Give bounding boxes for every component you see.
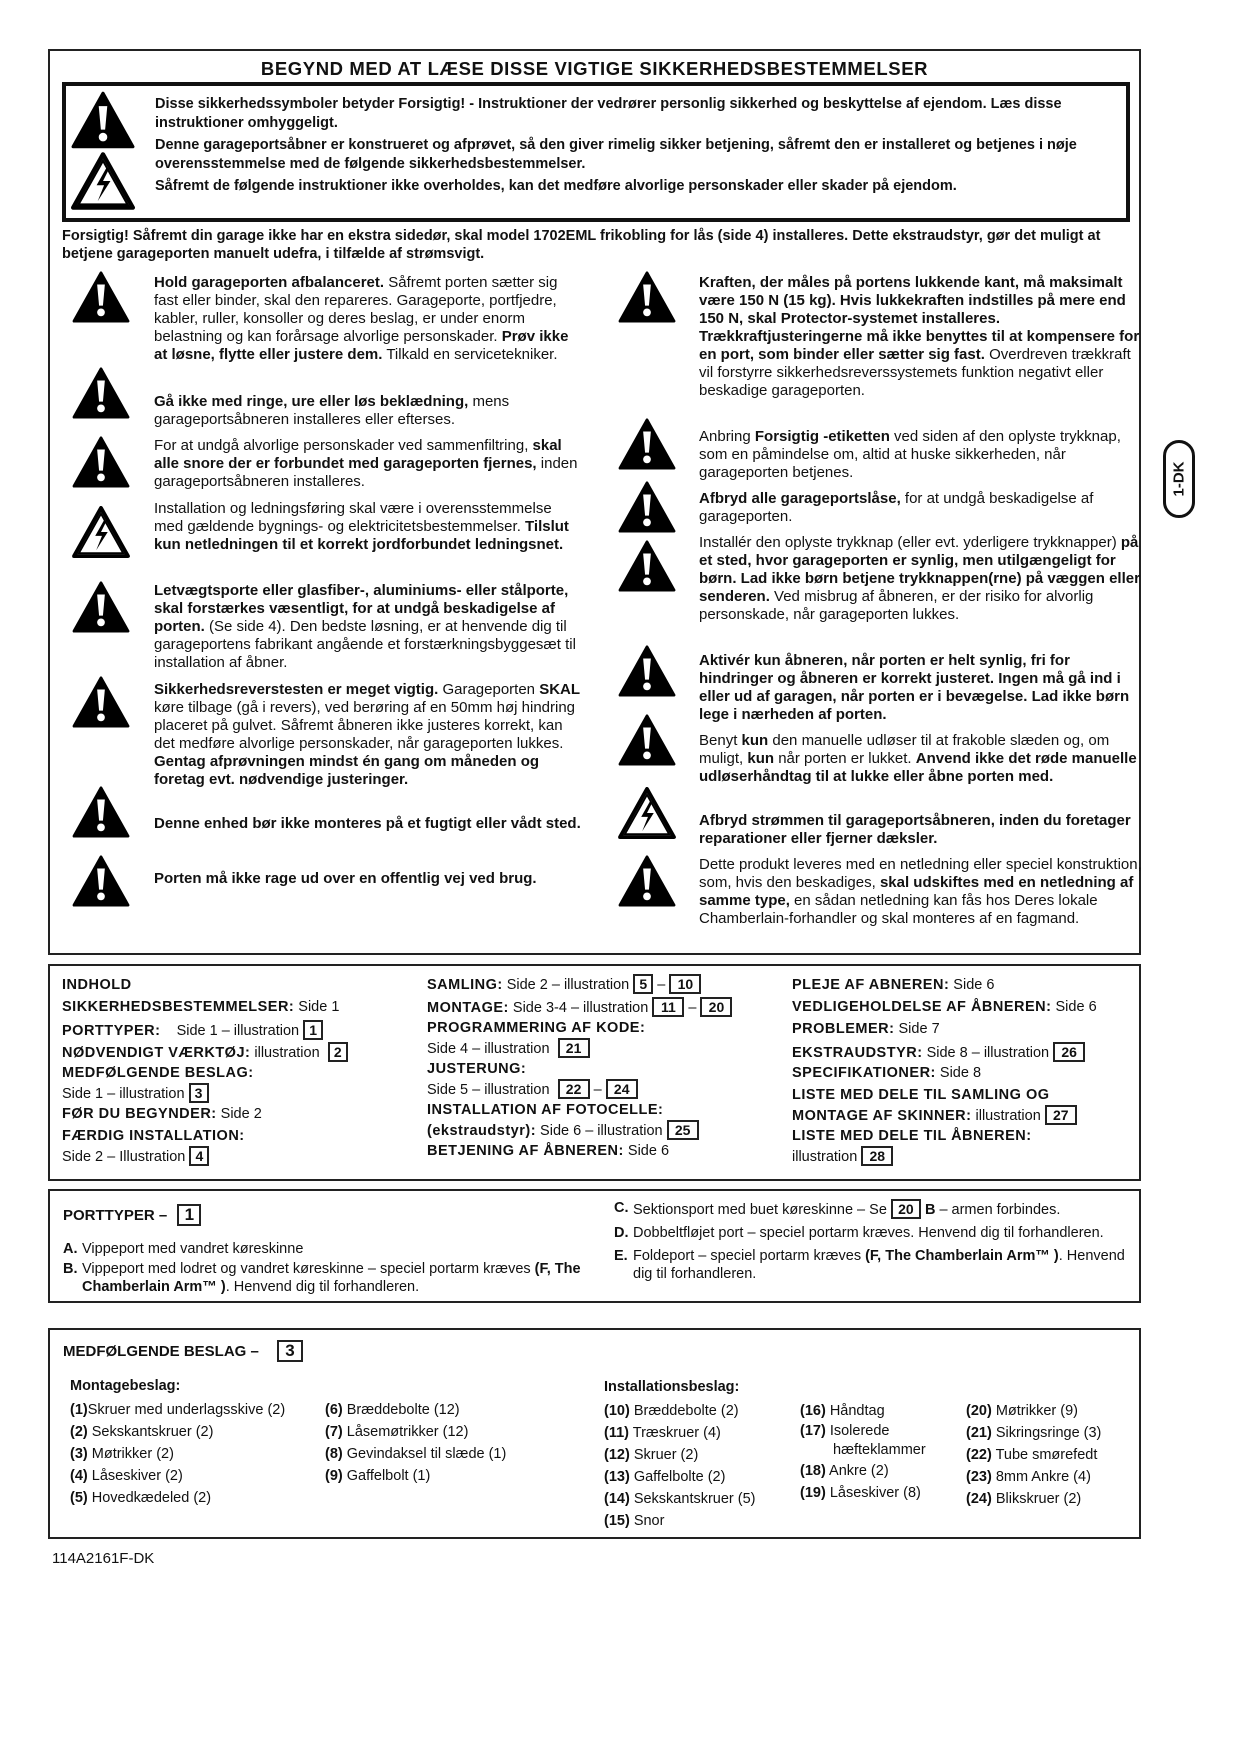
item-number: (14) bbox=[604, 1491, 630, 1507]
porttyper-text: Dobbeltfløjet port – speciel portarm kræves. Henvend dig til forhandleren. bbox=[633, 1225, 1104, 1241]
toc-entry bbox=[427, 1079, 787, 1101]
list-item bbox=[604, 1422, 794, 1444]
toc-entry bbox=[792, 1042, 1137, 1064]
item-number: (15) bbox=[604, 1513, 630, 1529]
toc-heading: MEDFØLGENDE BESLAG: bbox=[62, 1065, 254, 1081]
electric-shock-icon bbox=[71, 152, 135, 210]
item-text: Møtrikker (9) bbox=[991, 1403, 1078, 1419]
porttyper-text: Vippeport med vandret køreskinne bbox=[82, 1241, 304, 1257]
safety-item-text: For at undgå alvorlige personskader ved sammenfiltring, bbox=[154, 437, 533, 454]
illustration-number: 25 bbox=[667, 1120, 699, 1140]
toc-entry bbox=[62, 1042, 397, 1064]
symbols-text-p3: Såfremt de følgende instruktioner ikke overholdes, kan det medføre alvorlige personskader eller skader på ejendom. bbox=[155, 178, 957, 194]
safety-item-text: Benyt bbox=[699, 732, 742, 749]
install-list-1 bbox=[604, 1400, 794, 1532]
safety-item-bold: Prøv ikke at løsne, flytte eller justere dem. bbox=[154, 328, 569, 363]
illustration-number: 26 bbox=[1053, 1042, 1085, 1062]
safety-item bbox=[154, 274, 584, 364]
safety-item-text: Tilkald en servicetekniker. bbox=[382, 346, 558, 363]
warning-icon bbox=[72, 676, 130, 728]
list-item bbox=[966, 1444, 1136, 1466]
safety-item-bold: Denne enhed bør ikke monteres på et fugtigt eller vådt sted. bbox=[154, 815, 581, 832]
montage-list-2 bbox=[325, 1399, 585, 1487]
item-text: 8mm Ankre (4) bbox=[991, 1469, 1091, 1485]
porttyper-item bbox=[63, 1260, 583, 1296]
illustration-number: 1 bbox=[303, 1020, 323, 1040]
item-number: (17) bbox=[800, 1423, 826, 1439]
safety-item-text: ved siden af den oplyste trykknap, som en påmindelse om, altid at huske sikkerheden, når garageporten betjenes. bbox=[699, 428, 1121, 481]
toc-page: Side 1 – illustration bbox=[160, 1023, 304, 1039]
toc-entry bbox=[792, 1020, 1137, 1042]
illustration-number: 11 bbox=[652, 997, 684, 1017]
toc-heading: BETJENING AF ÅBNEREN: bbox=[427, 1143, 624, 1159]
toc-heading: EKSTRAUDSTYR: bbox=[792, 1045, 923, 1061]
item-text: Hovedkædeled (2) bbox=[87, 1490, 212, 1506]
toc-entry bbox=[62, 1146, 397, 1168]
toc-entry bbox=[792, 976, 1137, 998]
warning-icon bbox=[618, 714, 676, 766]
safety-item bbox=[699, 428, 1144, 482]
warning-icon bbox=[72, 436, 130, 488]
safety-item-bold: Porten må ikke rage ud over en offentlig vej ved brug. bbox=[154, 870, 537, 887]
illustration-number: 5 bbox=[633, 974, 653, 994]
item-text: Skruer (2) bbox=[629, 1447, 699, 1463]
illustration-number: 20 bbox=[700, 997, 732, 1017]
safety-item-text: for at undgå beskadigelse af garageporten. bbox=[699, 490, 1094, 525]
toc-heading: SIKKERHEDSBESTEMMELSER: bbox=[62, 999, 295, 1015]
toc-entry bbox=[62, 1064, 397, 1083]
toc-entry bbox=[427, 1038, 787, 1060]
safety-item-text: Garageporten bbox=[438, 681, 540, 698]
toc-separator: – bbox=[684, 1000, 701, 1016]
toc-page: Side 5 – illustration bbox=[427, 1082, 558, 1098]
toc-entry bbox=[792, 1127, 1137, 1146]
beslag-title bbox=[63, 1340, 303, 1362]
list-item bbox=[604, 1510, 794, 1532]
porttyper-text: . Henvend dig til forhandleren. bbox=[225, 1279, 420, 1295]
safety-item-bold: SKAL bbox=[539, 681, 581, 698]
safety-item bbox=[699, 274, 1144, 400]
porttyper-text: Sektionsport med buet køreskinne – Se bbox=[633, 1202, 891, 1218]
safety-item-bold: Afbryd alle garageportslåse, bbox=[699, 490, 901, 507]
item-text: Håndtag bbox=[825, 1403, 885, 1419]
warning-icon bbox=[618, 271, 676, 323]
toc-heading: FØR DU BEGYNDER: bbox=[62, 1106, 217, 1122]
item-number: (6) bbox=[325, 1402, 343, 1418]
install-list-3 bbox=[966, 1400, 1136, 1510]
toc-entry bbox=[792, 1064, 1137, 1086]
list-item bbox=[70, 1443, 320, 1465]
illustration-number: 3 bbox=[189, 1083, 209, 1103]
list-item bbox=[966, 1422, 1136, 1444]
document-code: 114A2161F-DK bbox=[52, 1550, 155, 1567]
item-text: Gaffelbolte (2) bbox=[629, 1469, 726, 1485]
installationsbeslag-heading: Installationsbeslag: bbox=[604, 1379, 740, 1395]
item-text: Blikskruer (2) bbox=[991, 1491, 1082, 1507]
safety-item-bold: Aktivér kun åbneren, når porten er helt synlig, fri for hindringer og åbneren er korrekt justeret. Ingen må gå ind i eller ud af garagen, når porten er i bevægelse. Lad ikke børn lege i nærheden af porten. bbox=[699, 652, 1130, 723]
list-item bbox=[325, 1399, 585, 1421]
install-list-2 bbox=[800, 1400, 950, 1504]
safety-item bbox=[699, 812, 1144, 848]
safety-item bbox=[699, 490, 1144, 526]
toc-heading: (ekstraudstyr): bbox=[427, 1123, 537, 1139]
porttyper-item bbox=[614, 1247, 1134, 1283]
warning-icon bbox=[72, 581, 130, 633]
safety-item-bold: Tilslut kun netledningen til et korrekt jordforbundet ledningsnet. bbox=[154, 518, 569, 553]
list-item bbox=[325, 1443, 585, 1465]
toc-heading: INSTALLATION AF FOTOCELLE: bbox=[427, 1102, 664, 1118]
item-number: (7) bbox=[325, 1424, 343, 1440]
toc-page: Side 2 – illustration bbox=[502, 977, 634, 993]
porttyper-key: C. bbox=[614, 1200, 629, 1216]
item-number: (11) bbox=[604, 1425, 629, 1441]
porttyper-item bbox=[614, 1199, 1134, 1219]
safety-item bbox=[154, 815, 584, 833]
item-number: (2) bbox=[70, 1424, 88, 1440]
toc-entry bbox=[62, 1105, 397, 1127]
porttyper-title bbox=[63, 1204, 201, 1226]
porttyper-key: D. bbox=[614, 1225, 629, 1241]
item-text: Låseskiver (2) bbox=[87, 1468, 183, 1484]
safety-item-bold: på et sted, hvor garageporten er synlig, men utilgængeligt for børn. Lad ikke børn betjene trykknappen(rne) på væggen eller senderen. bbox=[699, 534, 1140, 605]
safety-item-text: når porten er lukket. bbox=[774, 750, 916, 767]
item-text: Låsemøtrikker (12) bbox=[342, 1424, 469, 1440]
toc-entry bbox=[792, 998, 1137, 1020]
toc-page: Side 2 bbox=[216, 1106, 262, 1122]
item-text: Bræddebolte (2) bbox=[629, 1403, 739, 1419]
item-number: (10) bbox=[604, 1403, 630, 1419]
toc-entry bbox=[427, 974, 787, 997]
item-text: Gaffelbolt (1) bbox=[342, 1468, 431, 1484]
safety-item bbox=[154, 393, 584, 429]
toc-page: Side 8 bbox=[935, 1065, 982, 1081]
porttyper-item bbox=[614, 1224, 1134, 1242]
porttyper-left bbox=[63, 1240, 583, 1296]
list-item bbox=[966, 1488, 1136, 1510]
safety-item bbox=[154, 582, 584, 672]
list-item bbox=[70, 1399, 320, 1421]
toc-heading: PLEJE AF ABNEREN: bbox=[792, 977, 950, 993]
list-item bbox=[604, 1488, 794, 1510]
page-title: BEGYND MED AT LÆSE DISSE VIGTIGE SIKKERHEDSBESTEMMELSER bbox=[260, 58, 929, 79]
item-text: hæfteklammer bbox=[833, 1442, 926, 1458]
list-item bbox=[966, 1466, 1136, 1488]
safety-item-bold: Gentag afprøvningen mindst én gang om måneden og foretag evt. nødvendige justeringer. bbox=[154, 753, 540, 788]
toc-column-2 bbox=[427, 974, 787, 1164]
toc-heading: INDHOLD bbox=[62, 977, 132, 993]
safety-item bbox=[699, 534, 1144, 624]
toc-entry bbox=[792, 1086, 1137, 1105]
illustration-number: 22 bbox=[558, 1079, 590, 1099]
toc-entry bbox=[427, 1019, 787, 1038]
porttyper-text: – armen forbindes. bbox=[935, 1202, 1061, 1218]
safety-item-bold: Hold garageporten afbalanceret. bbox=[154, 274, 385, 291]
list-item bbox=[604, 1444, 794, 1466]
item-number: (21) bbox=[966, 1425, 992, 1441]
item-number: (16) bbox=[800, 1403, 826, 1419]
toc-page: Side 6 bbox=[623, 1143, 670, 1159]
toc-page: Side 8 – illustration bbox=[922, 1045, 1054, 1061]
warning-icon bbox=[618, 481, 676, 533]
item-number: (18) bbox=[800, 1463, 826, 1479]
porttyper-key: A. bbox=[63, 1241, 78, 1257]
toc-page: illustration bbox=[250, 1045, 328, 1061]
porttyper-item bbox=[63, 1240, 583, 1258]
electric-shock-icon bbox=[72, 506, 130, 558]
electric-shock-icon bbox=[618, 787, 676, 839]
item-number: (3) bbox=[70, 1446, 88, 1462]
item-text: Træskruer (4) bbox=[629, 1425, 721, 1441]
safety-item-bold: Gå ikke med ringe, ure eller løs beklædning, bbox=[154, 393, 469, 410]
item-number: (19) bbox=[800, 1485, 826, 1501]
safety-item-bold: skal udskiftes med en netledning af samme type, bbox=[699, 874, 1134, 909]
safety-item-bold: Anvend ikke det røde manuelle udløserhåndtag til at lukke eller åbne porten med. bbox=[699, 750, 1137, 785]
safety-item bbox=[154, 500, 584, 554]
toc-column-1 bbox=[62, 976, 397, 1168]
toc-heading: SAMLING: bbox=[427, 977, 503, 993]
porttyper-title-text: PORTTYPER – bbox=[63, 1207, 168, 1224]
item-number: (22) bbox=[966, 1447, 992, 1463]
item-number: (1) bbox=[70, 1402, 88, 1418]
porttyper-text: . Henvend dig til forhandleren. bbox=[633, 1248, 1125, 1282]
page-tab-label: 1-DK bbox=[1170, 461, 1188, 497]
item-text: Sikringsringe (3) bbox=[991, 1425, 1102, 1441]
list-item bbox=[966, 1400, 1136, 1422]
porttyper-text: Vippeport med lodret og vandret køreskinne – speciel portarm kræves bbox=[82, 1261, 535, 1277]
illustration-number: 2 bbox=[328, 1042, 348, 1062]
illustration-number: 4 bbox=[189, 1146, 209, 1166]
list-item bbox=[604, 1466, 794, 1488]
toc-page: Side 4 – illustration bbox=[427, 1041, 558, 1057]
item-text: Sekskantskruer (2) bbox=[87, 1424, 214, 1440]
toc-page: Side 2 – Illustration bbox=[62, 1149, 190, 1165]
item-text: Snor bbox=[629, 1513, 665, 1529]
item-text: Bræddebolte (12) bbox=[342, 1402, 460, 1418]
montagebeslag-heading: Montagebeslag: bbox=[70, 1378, 181, 1394]
illustration-number: 1 bbox=[177, 1204, 201, 1226]
symbols-text bbox=[155, 95, 1110, 196]
illustration-number: 27 bbox=[1045, 1105, 1077, 1125]
toc-separator: – bbox=[589, 1082, 606, 1098]
list-item bbox=[604, 1400, 794, 1422]
toc-page: Side 6 – illustration bbox=[536, 1123, 667, 1139]
safety-item-bold: Sikkerhedsreverstesten er meget vigtig. bbox=[154, 681, 439, 698]
toc-heading: FÆRDIG INSTALLATION: bbox=[62, 1128, 245, 1144]
safety-item bbox=[154, 681, 584, 789]
porttyper-key: E. bbox=[614, 1248, 628, 1264]
safety-item-text: inden garageportsåbneren installeres. bbox=[154, 455, 578, 490]
porttyper-key: B. bbox=[63, 1261, 78, 1277]
item-text: Skruer med underlagsskive (2) bbox=[87, 1402, 286, 1418]
safety-item-text: (Se side 4). Den bedste løsning, er at henvende dig til garageportens fabrikant angående et forstærkningsbyggesæt til installation af åbner. bbox=[154, 618, 576, 671]
list-item bbox=[325, 1465, 585, 1487]
toc-entry bbox=[427, 997, 787, 1019]
safety-item-bold: kun bbox=[747, 750, 775, 767]
toc-page: Side 3-4 – illustration bbox=[508, 1000, 653, 1016]
toc-heading: SPECIFIKATIONER: bbox=[792, 1065, 936, 1081]
montage-list-1 bbox=[70, 1399, 320, 1509]
safety-item-text: køre tilbage (gå i revers), ved berøring af en 50mm høj hindring placeret på gulvet. Såfremt åbneren ikke justeres korrekt, kan det medføre alvorlige personskader, når garageporten lukkes. bbox=[154, 699, 576, 752]
item-number: (4) bbox=[70, 1468, 88, 1484]
warning-icon bbox=[618, 418, 676, 470]
item-number: (13) bbox=[604, 1469, 630, 1485]
warning-icon bbox=[618, 645, 676, 697]
item-text: Ankre (2) bbox=[825, 1463, 889, 1479]
list-item bbox=[800, 1482, 950, 1504]
warning-icon bbox=[72, 855, 130, 907]
item-text: Sekskantskruer (5) bbox=[629, 1491, 756, 1507]
toc-heading: JUSTERUNG: bbox=[427, 1061, 527, 1077]
toc-page: Side 7 bbox=[894, 1021, 940, 1037]
warning-icon bbox=[71, 91, 135, 149]
toc-page: Side 6 bbox=[949, 977, 995, 993]
toc-entry bbox=[427, 1142, 787, 1164]
toc-heading: PROBLEMER: bbox=[792, 1021, 895, 1037]
illustration-number: 3 bbox=[277, 1340, 303, 1362]
toc-page: Side 1 bbox=[294, 999, 340, 1015]
toc-entry bbox=[792, 1146, 1137, 1168]
item-text: Tube smørefedt bbox=[991, 1447, 1098, 1463]
list-item bbox=[800, 1460, 950, 1482]
toc-page: illustration bbox=[971, 1108, 1045, 1124]
item-text: Møtrikker (2) bbox=[87, 1446, 174, 1462]
toc-heading: MONTAGE AF SKINNER: bbox=[792, 1108, 972, 1124]
safety-item-text: Installation og ledningsføring skal være i overensstemmelse med gældende bygnings- og elektricitetsbestemmelser. bbox=[154, 500, 552, 535]
porttyper-bold: B bbox=[920, 1202, 936, 1218]
item-number: (5) bbox=[70, 1490, 88, 1506]
toc-heading: LISTE MED DELE TIL SAMLING OG bbox=[792, 1087, 1050, 1103]
safety-item-text: Anbring bbox=[699, 428, 755, 445]
illustration-number: 24 bbox=[606, 1079, 638, 1099]
illustration-number: 10 bbox=[669, 974, 701, 994]
toc-page: Side 6 bbox=[1051, 999, 1097, 1015]
list-item bbox=[800, 1422, 950, 1441]
toc-entry bbox=[62, 1020, 397, 1042]
safety-item bbox=[699, 856, 1144, 928]
list-item bbox=[800, 1400, 950, 1422]
toc-entry bbox=[792, 1105, 1137, 1127]
toc-heading: PORTTYPER: bbox=[62, 1023, 161, 1039]
safety-item bbox=[699, 652, 1144, 724]
symbols-text-p2: Denne garageportsåbner er konstrueret og afprøvet, så den giver rimelig sikker betjening, såfremt den er installeret og betjenes i nøje overensstemmelse med de følgende sikkerhedsbestemmelser. bbox=[155, 137, 1077, 172]
safety-item-text: Ved misbrug af åbneren, er der risiko for alvorlig personskade, når garageporten lukkes. bbox=[699, 588, 1094, 623]
safety-item-bold: Afbryd strømmen til garageportsåbneren, inden du foretager reparationer eller fjerner dæksler. bbox=[699, 812, 1131, 847]
safety-item-bold: Letvægtsporte eller glasfiber-, aluminiums- eller stålporte, skal forstærkes væsentligt, for at undgå beskadigelse af porten. bbox=[154, 582, 569, 635]
safety-item-bold: kun bbox=[741, 732, 769, 749]
item-text: Låseskiver (8) bbox=[825, 1485, 921, 1501]
item-text: Gevindaksel til slæde (1) bbox=[342, 1446, 507, 1462]
toc-heading: LISTE MED DELE TIL ÅBNEREN: bbox=[792, 1128, 1032, 1144]
safety-item-text: Dette produkt leveres med en netledning eller speciel konstruktion, som, hvis den beskadiges, bbox=[699, 856, 1142, 891]
illustration-number: 28 bbox=[861, 1146, 893, 1166]
safety-item-bold: Forsigtig -etiketten bbox=[754, 428, 890, 445]
illustration-number: 20 bbox=[891, 1199, 921, 1219]
warning-icon bbox=[618, 540, 676, 592]
safety-item-text: Installér den oplyste trykknap (eller evt. yderligere trykknapper) bbox=[699, 534, 1121, 551]
beslag-title-text: MEDFØLGENDE BESLAG – bbox=[63, 1343, 259, 1360]
toc-heading: NØDVENDIGT VÆRKTØJ: bbox=[62, 1045, 251, 1061]
item-number: (9) bbox=[325, 1468, 343, 1484]
symbols-text-p1-bold: Disse sikkerhedssymboler betyder Forsigtig! bbox=[155, 96, 466, 112]
toc-page: illustration bbox=[792, 1149, 862, 1165]
safety-item-text: en sådan netledning kan fås hos Deres lokale Chamberlain-forhandler og skal monteres af en fagmand. bbox=[699, 892, 1098, 927]
toc-entry bbox=[427, 1060, 787, 1079]
safety-item bbox=[154, 870, 584, 888]
list-item bbox=[70, 1465, 320, 1487]
page-tab bbox=[1163, 440, 1195, 518]
porttyper-bold: (F, The Chamberlain Arm™ ) bbox=[865, 1248, 1059, 1264]
symbols-text-p1-rest: - Instruktioner der vedrører personlig sikkerhed og beskyttelse af ejendom. Læs disse instruktioner omhyggeligt. bbox=[155, 96, 1062, 131]
item-text: Isolerede bbox=[825, 1423, 890, 1439]
caution-note: Forsigtig! Såfremt din garage ikke har en ekstra sidedør, skal model 1702EML frikobling for lås (side 4) installeres. Dette ekstraudstyr, gør det muligt at betjene garageporten manuelt udefra, i tilfælde af strømsvigt. bbox=[62, 228, 1101, 262]
toc-column-3 bbox=[792, 976, 1137, 1168]
safety-item-bold: Kraften, der måles på portens lukkende kant, må maksimalt være 150 N (15 kg). Hvis lukkekraften indstilles på mere end 150 N, skal Protector-systemet installeres. Trækkraftjusteringerne må ikke benyttes til at kompensere for en port, som binder eller sætter sig fast. bbox=[699, 274, 1140, 363]
porttyper-bold: (F, The Chamberlain Arm™ ) bbox=[82, 1261, 581, 1295]
item-number: (20) bbox=[966, 1403, 992, 1419]
toc-heading: MONTAGE: bbox=[427, 1000, 509, 1016]
safety-item-text: mens garageportsåbneren installeres eller efterses. bbox=[154, 393, 510, 428]
safety-item-text: Overdreven trækkraft vil forstyrre sikkerhedsreverssystemets funktion negativt eller beskadige garageporten. bbox=[699, 346, 1131, 399]
item-number: (12) bbox=[604, 1447, 630, 1463]
toc-separator: – bbox=[653, 977, 670, 993]
item-number: (24) bbox=[966, 1491, 992, 1507]
toc-entry bbox=[427, 1101, 787, 1120]
safety-item-bold: skal alle snore der er forbundet med garageporten fjernes, bbox=[154, 437, 562, 472]
toc-entry bbox=[62, 1127, 397, 1146]
toc-page: Side 1 – illustration bbox=[62, 1086, 189, 1102]
toc-heading: PROGRAMMERING AF KODE: bbox=[427, 1020, 646, 1036]
safety-item bbox=[154, 437, 584, 491]
warning-icon bbox=[72, 367, 130, 419]
safety-item-text: den manuelle udløser til at frakoble slæden og, om muligt, bbox=[699, 732, 1110, 767]
list-item bbox=[70, 1487, 320, 1509]
safety-item-text: Såfremt porten sætter sig fast eller binder, skal den repareres. Garageporte, portfjedre, kabler, ruller, konsoller og deres beslag, er under enorm belastning og kan forårsage alvorlige personskader. bbox=[154, 274, 558, 345]
list-item bbox=[800, 1441, 950, 1460]
porttyper-right bbox=[614, 1199, 1134, 1283]
item-number: (8) bbox=[325, 1446, 343, 1462]
item-number: (23) bbox=[966, 1469, 992, 1485]
toc-heading: VEDLIGEHOLDELSE AF ÅBNEREN: bbox=[792, 999, 1052, 1015]
warning-icon bbox=[72, 786, 130, 838]
warning-icon bbox=[72, 271, 130, 323]
toc-entry bbox=[62, 976, 397, 998]
toc-entry bbox=[427, 1120, 787, 1142]
porttyper-text: Foldeport – speciel portarm kræves bbox=[633, 1248, 866, 1264]
list-item bbox=[325, 1421, 585, 1443]
safety-item bbox=[699, 732, 1144, 786]
list-item bbox=[70, 1421, 320, 1443]
toc-entry bbox=[62, 998, 397, 1020]
warning-icon bbox=[618, 855, 676, 907]
toc-entry bbox=[62, 1083, 397, 1105]
illustration-number: 21 bbox=[558, 1038, 590, 1058]
